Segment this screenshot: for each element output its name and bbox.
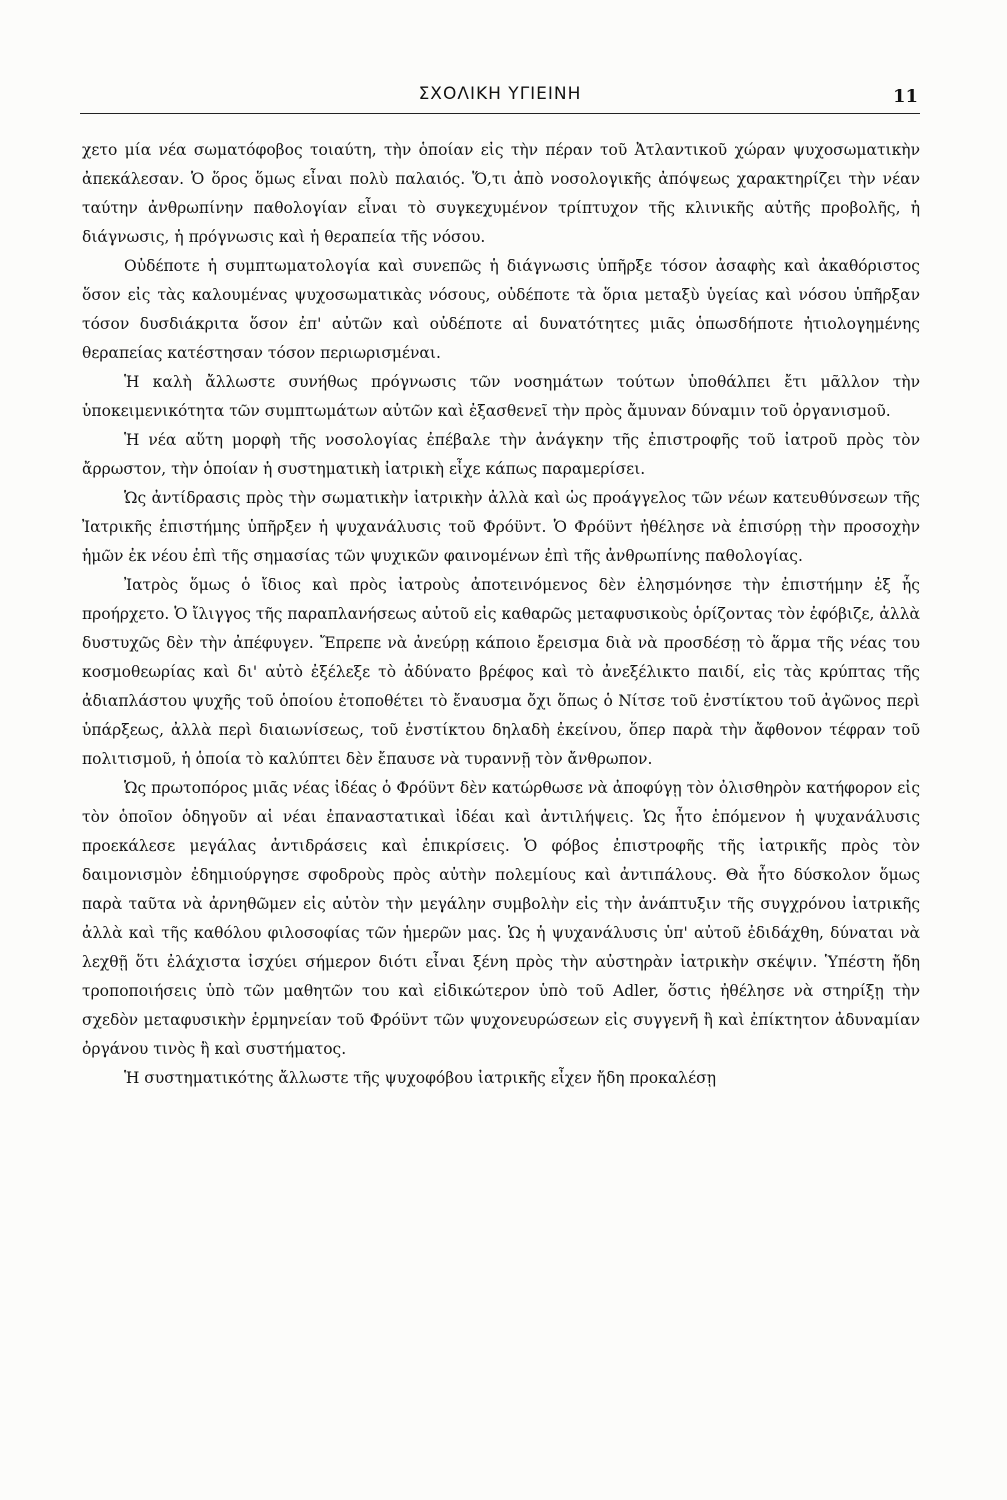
running-header [80,78,920,114]
paragraph: χετο μία νέα σωματόφοβος τοιαύτη, τὴν ὁποίαν εἰς τὴν πέραν τοῦ Ἀτλαντικοῦ χώραν ψυχοσωματικὴν ἀπεκάλεσαν. Ὁ ὅρος ὅμως εἶναι πολὺ παλαιός. Ὅ,τι ἀπὸ νοσολογικῆς ἀπόψεως χαρακτηρίζει τὴν νέαν ταύτην ἀνθρωπίνην παθολογίαν εἶναι τὸ συγκεχυμένον τρίπτυχον τῆς κλινικῆς αὐτῆς προβολῆς, ἡ διάγνωσις, ἡ πρόγνωσις καὶ ἡ θεραπεία τῆς νόσου. [82,141,920,246]
body-text [82,136,920,1093]
paragraph: Ἰατρὸς ὅμως ὁ ἴδιος καὶ πρὸς ἰατροὺς ἀποτεινόμενος δὲν ἐλησμόνησε τὴν ἐπιστήμην ἐξ ἧς προήρχετο. Ὁ ἴλιγγος τῆς παραπλανήσεως αὐτοῦ εἰς καθαρῶς μεταφυσικοὺς ὁρίζοντας τὸν ἐφόβιζε, ἀλλὰ δυστυχῶς δὲν τὴν ἀπέφυγεν. Ἔπρεπε νὰ ἀνεύρῃ κάποιο ἔρεισμα διὰ νὰ προσδέσῃ τὸ ἅρμα τῆς νέας του κοσμοθεωρίας καὶ δι' αὐτὸ ἐξέλεξε τὸ ἀδύνατο βρέφος καὶ τὸ ἀνεξέλικτο παιδί, εἰς τὰς κρύπτας τῆς ἀδιαπλάστου ψυχῆς τοῦ ὁποίου ἐτοποθέτει τὸ ἔναυσμα ὄχι ὅπως ὁ Νίτσε τοῦ ἐνστίκτου τοῦ ἀγῶνος περὶ ὑπάρξεως, ἀλλὰ περὶ διαιωνίσεως, τοῦ ἐνστίκτου δηλαδὴ ἐκείνου, ὅπερ παρὰ τὴν ἄφθονον τέφραν τοῦ πολιτισμοῦ, ἡ ὁποία τὸ καλύπτει δὲν ἔπαυσε νὰ τυραννῇ τὸν ἄνθρωπον. [82,576,920,768]
header-rule [80,113,920,114]
paragraph: Οὐδέποτε ἡ συμπτωματολογία καὶ συνεπῶς ἡ διάγνωσις ὑπῆρξε τόσον ἀσαφὴς καὶ ἀκαθόριστος ὅσον εἰς τὰς καλουμένας ψυχοσωματικὰς νόσους, οὐδέποτε τὰ ὅρια μεταξὺ ὑγείας καὶ νόσου ὑπῆρξαν τόσον δυσδιάκριτα ὅσον ἐπ' αὐτῶν καὶ οὐδέποτε αἱ δυνατότητες μιᾶς ὁπωσδήποτε ἠτιολογημένης θεραπείας κατέστησαν τόσον περιωρισμέναι. [82,257,920,362]
paragraph: Ἡ καλὴ ἄλλωστε συνήθως πρόγνωσις τῶν νοσημάτων τούτων ὑποθάλπει ἔτι μᾶλλον τὴν ὑποκειμενικότητα τῶν συμπτωμάτων αὐτῶν καὶ ἐξασθενεῖ τὴν πρὸς ἄμυναν δύναμιν τοῦ ὀργανισμοῦ. [82,373,920,420]
page-number: 11 [892,86,918,107]
paragraph: Ἡ νέα αὕτη μορφὴ τῆς νοσολογίας ἐπέβαλε τὴν ἀνάγκην τῆς ἐπιστροφῆς τοῦ ἰατροῦ πρὸς τὸν ἄρρωστον, τὴν ὁποίαν ἡ συστηματικὴ ἰατρικὴ εἶχε κάπως παραμερίσει. [82,431,920,478]
running-title: ΣΧΟΛΙΚΗ ΥΓΙΕΙΝΗ [418,84,582,104]
paragraph: Ὡς ἀντίδρασις πρὸς τὴν σωματικὴν ἰατρικὴν ἀλλὰ καὶ ὡς προάγγελος τῶν νέων κατευθύνσεων τῆς Ἰατρικῆς ἐπιστήμης ὑπῆρξεν ἡ ψυχανάλυσις τοῦ Φρόϋντ. Ὁ Φρόϋντ ἠθέλησε νὰ ἐπισύρῃ τὴν προσοχὴν ἡμῶν ἐκ νέου ἐπὶ τῆς σημασίας τῶν ψυχικῶν φαινομένων ἐπὶ τῆς ἀνθρωπίνης παθολογίας. [82,489,920,565]
paragraph: Ὡς πρωτοπόρος μιᾶς νέας ἰδέας ὁ Φρόϋντ δὲν κατώρθωσε νὰ ἀποφύγῃ τὸν ὀλισθηρὸν κατήφορον εἰς τὸν ὁποῖον ὁδηγοῦν αἱ νέαι ἐπαναστατικαὶ ἰδέαι καὶ ἀντιλήψεις. Ὡς ἦτο ἑπόμενον ἡ ψυχανάλυσις προεκάλεσε μεγάλας ἀντιδράσεις καὶ ἐπικρίσεις. Ὁ φόβος ἐπιστροφῆς τῆς ἰατρικῆς πρὸς τὸν δαιμονισμὸν ἐδημιούργησε σφοδροὺς πρὸς αὐτὴν πολεμίους καὶ ἀντιπάλους. Θὰ ἦτο δύσκολον ὅμως παρὰ ταῦτα νὰ ἀρνηθῶμεν εἰς αὐτὸν τὴν μεγάλην συμβολὴν εἰς τὴν ἀνάπτυξιν τῆς συγχρόνου ἰατρικῆς ἀλλὰ καὶ τῆς καθόλου φιλοσοφίας τῶν ἡμερῶν μας. Ὡς ἡ ψυχανάλυσις ὑπ' αὐτοῦ ἐδιδάχθη, δύναται νὰ λεχθῇ ὅτι ἐλάχιστα ἰσχύει σήμερον διότι εἶναι ξένη πρὸς τὴν αὐστηρὰν ἰατρικὴν σκέψιν. Ὑπέστη ἤδη τροποποιήσεις ὑπὸ τῶν μαθητῶν του καὶ εἰδικώτερον ὑπὸ τοῦ Adler, ὅστις ἠθέλησε νὰ στηρίξῃ τὴν σχεδὸν μεταφυσικὴν ἑρμηνείαν τοῦ Φρόϋντ τῶν ψυχονευρώσεων εἰς συγγενῆ ἢ καὶ ἐπίκτητον ἀδυναμίαν ὀργάνου τινὸς ἢ καὶ συστήματος. [82,779,920,1058]
paragraph: Ἡ συστηματικότης ἄλλωστε τῆς ψυχοφόβου ἰατρικῆς εἶχεν ἤδη προκαλέσῃ [124,1069,717,1087]
